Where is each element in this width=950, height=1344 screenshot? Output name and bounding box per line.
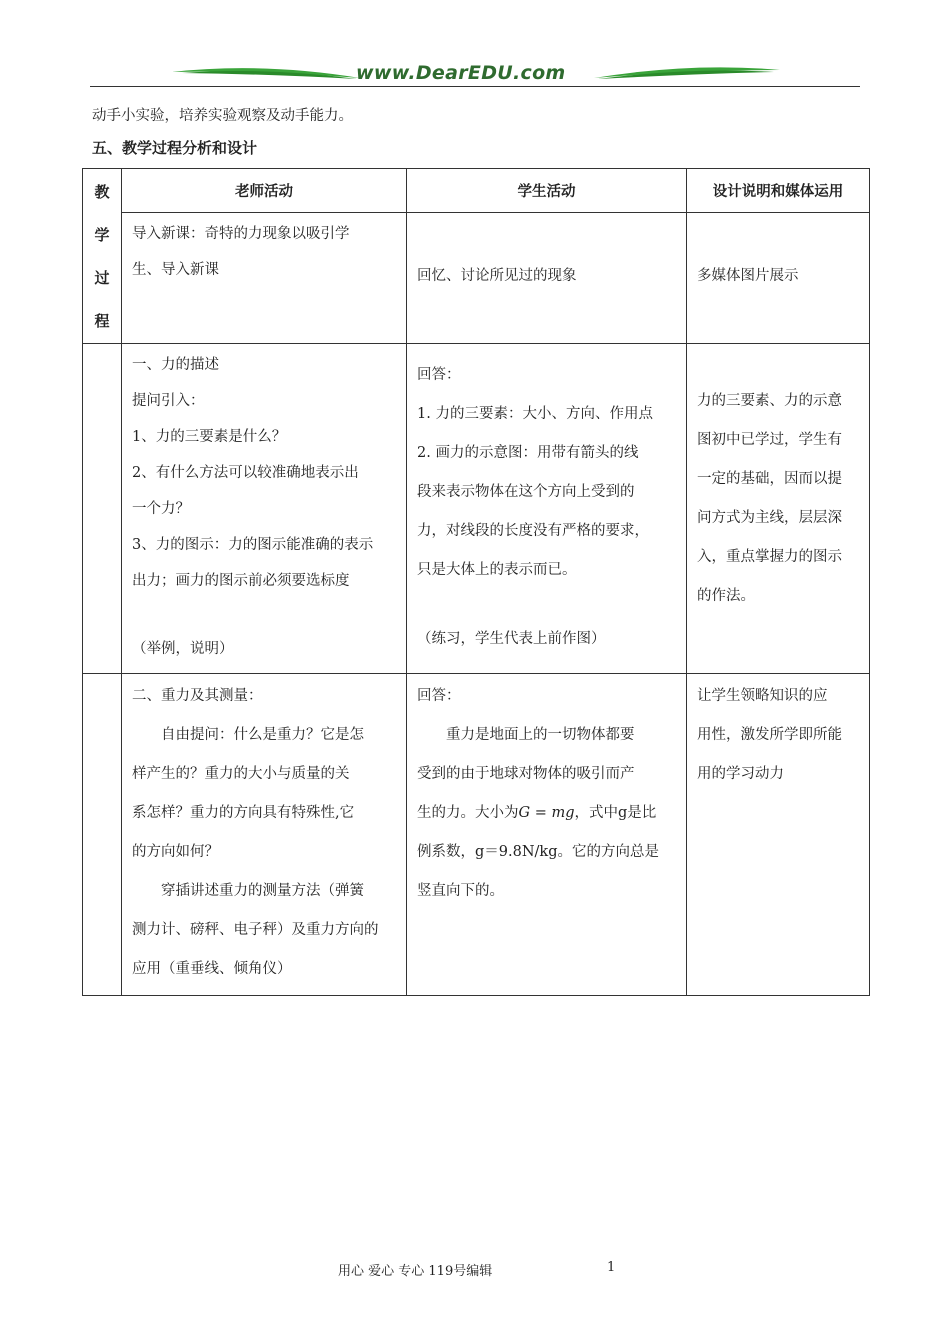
cell-line: 用的学习动力 [697,766,784,782]
section-title: 五、教学过程分析和设计 [92,139,258,157]
design-cell [687,674,870,996]
cell-line: 重力是地面上的一切物体都要 [446,727,635,743]
cell-line: 问方式为主线，层层深 [697,510,842,526]
cell-line: （练习，学生代表上前作图） [417,631,606,647]
student-cell [407,674,687,996]
cell-line: 的作法。 [697,588,755,604]
cell-line: 回忆、讨论所见过的现象 [417,268,577,285]
cell-line: 出力；画力的图示前必须要选标度 [132,573,350,589]
cell-text: 生的力。大小为 [417,805,519,821]
cell-text: ，式中g是比 [574,805,657,821]
table-header-row [83,169,870,213]
cell-line: 段来表示物体在这个方向上受到的 [417,484,635,500]
cell-line: 生、导入新课 [132,262,219,279]
cell-line [417,794,677,833]
table-row [83,213,870,344]
cell-line: 力，对线段的长度没有严格的要求， [417,523,649,539]
student-cell [407,344,687,674]
logo-text: www.DearEDU.com [356,62,566,84]
cell-line: 样产生的？重力的大小与质量的关 [132,766,350,782]
side-label-char: 教 [94,183,110,201]
column-header-design: 设计说明和媒体运用 [687,169,870,213]
side-label-char: 程 [94,312,110,330]
cell-line: 提问引入： [132,393,205,409]
cell-line: 应用（重垂线、倾角仪） [132,961,292,977]
cell-line: 回答： [417,367,461,383]
cell-line: 测力计、磅秤、电子秤）及重力方向的 [132,922,379,938]
cell-line: 一、力的描述 [132,357,219,373]
logo-swoosh-right-icon [592,64,782,86]
teacher-cell [122,213,407,344]
cell-line: （举例，说明） [132,641,234,657]
side-spacer-cell [83,344,122,674]
teacher-cell [122,344,407,674]
cell-line: 2、有什么方法可以较准确地表示出 [132,465,359,481]
cell-line: 一定的基础，因而以提 [697,471,842,487]
cell-line: 的方向如何？ [132,844,219,860]
side-spacer-cell [83,674,122,996]
footer-text: 用心 爱心 专心 119号编辑 [338,1264,493,1279]
cell-line: 自由提问：什么是重力？它是怎 [161,727,364,743]
cell-line: 竖直向下的。 [417,883,504,899]
cell-line: 回答： [417,688,461,704]
teacher-cell [122,674,407,996]
logo-swoosh-left-icon [172,64,362,86]
cell-line: 力的三要素、力的示意 [697,393,842,409]
cell-line: 受到的由于地球对物体的吸引而产 [417,766,635,782]
column-header-student: 学生活动 [407,169,687,213]
design-cell [687,213,870,344]
table-row [83,344,870,674]
lesson-table [82,168,870,996]
side-label-char: 学 [94,226,110,244]
side-label-char: 过 [94,269,110,287]
cell-line: 让学生领略知识的应 [697,688,828,704]
cell-line: 一个力？ [132,501,190,517]
cell-line: 3、力的图示：力的图示能准确的表示 [132,537,374,553]
cell-line: 用性，激发所学即所能 [697,727,842,743]
table-row [83,674,870,996]
intro-text: 动手小实验，培养实验观察及动手能力。 [92,108,353,124]
column-header-teacher: 老师活动 [122,169,407,213]
side-label-cell [83,169,122,344]
cell-line: 2. 画力的示意图：用带有箭头的线 [417,445,639,461]
cell-line: 多媒体图片展示 [697,268,799,285]
student-cell [407,213,687,344]
cell-line: 穿插讲述重力的测量方法（弹簧 [161,883,364,899]
cell-line: 系怎样？重力的方向具有特殊性,它 [132,805,355,821]
cell-line: 例系数，g＝9.8N/kg。它的方向总是 [417,844,659,860]
cell-line: 1、力的三要素是什么？ [132,429,287,445]
gravity-formula: G = mg [518,805,575,821]
page-number: 1 [607,1260,616,1275]
cell-line: 二、重力及其测量： [132,688,263,704]
header-divider [90,86,860,87]
cell-line [417,590,677,620]
cell-line: 入，重点掌握力的图示 [697,549,842,565]
cell-line: 导入新课：奇特的力现象以吸引学 [132,226,350,243]
cell-line: 图初中已学过，学生有 [697,432,842,448]
cell-line [132,599,397,631]
cell-line: 只是大体上的表示而已。 [417,562,577,578]
design-cell [687,344,870,674]
cell-line: 1. 力的三要素：大小、方向、作用点 [417,406,653,422]
